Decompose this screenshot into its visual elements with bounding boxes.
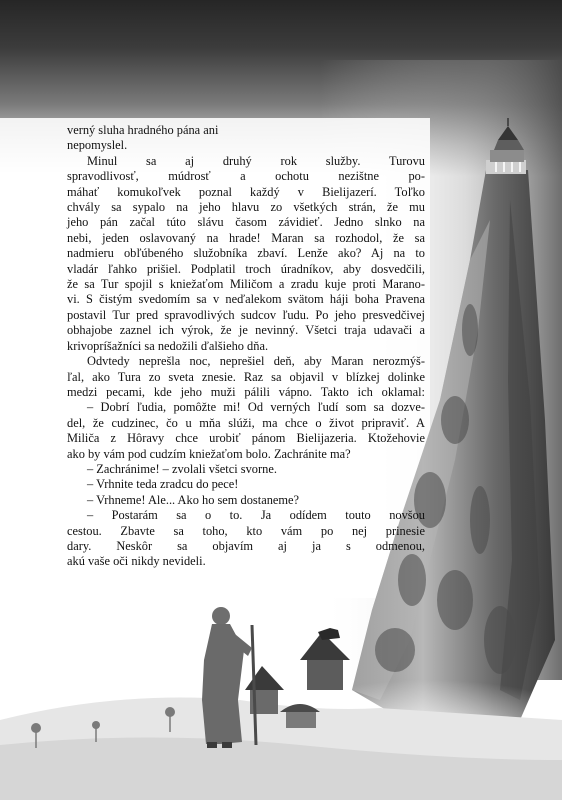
text-line: nepomyslel. (67, 138, 128, 153)
text-line: del, že cudzinec, čo u mňa slúži, ma chce o život pripraviť. A (67, 415, 425, 430)
text-line: verný sluha hradného pána ani (67, 123, 219, 137)
text-line: – Postarám sa o to. Ja odídem touto novšou (87, 508, 425, 523)
text-line: krivopríšažníci sa nedožili ďalšieho dňa. (67, 338, 269, 353)
text-line: – Vrhneme! Ale... Ako ho sem dostaneme? (87, 492, 300, 507)
text-line: – Zachránime! – zvolali všetci svorne. (87, 461, 277, 476)
text-line: Minul sa aj druhý rok služby. Turovu (87, 153, 425, 168)
text-line: postavil Tur pred spravodlivých sudcov ľudu. Po jeho presvedčivej (67, 307, 425, 322)
text-line: spravodlivosť, múdrosť a ochotu nezištne po- (67, 169, 425, 184)
text-line: vi. S čistým svedomím sa v neďalekom svätom háji boha Pravena (67, 292, 425, 307)
text-line: Miliča z Hôravy chce urobiť pánom Bielijazeria. Ktožehovie (67, 431, 425, 446)
text-line: Odvtedy neprešla noc, neprešiel deň, aby Maran nerozmýš- (87, 354, 425, 369)
text-line: vladár ľahko prišiel. Podplatil troch úradníkov, aby dosvedčili, (67, 261, 425, 276)
text-line: akú vaše oči nikdy nevideli. (67, 554, 206, 569)
text-line: máhať komukoľvek poznal každý v Bielijazerí. Toľko (67, 184, 425, 199)
text-line: – Dobrí ľudia, pomôžte mi! Od verných ľudí som sa dozve- (87, 400, 425, 415)
text-line: dary. Neskôr sa objavím aj ja s odmenou, (67, 538, 425, 553)
text-line: – Vrhnite teda zradcu do pece! (87, 477, 239, 492)
text-line: chvály sa sypalo na jeho hlavu zo všetkých strán, že mu (67, 200, 425, 215)
text-line: nadmieru obľúbeného služobníka zbaví. Lenže ako? Aj na to (67, 246, 425, 261)
text-line: obhajobe zaznel ich výrok, že je nevinný. Všetci traja udavači a (67, 323, 425, 338)
text-line: že sa Tur spojil s kniežaťom Miličom a zradu kuje proti Marano- (67, 277, 425, 292)
story-text (67, 123, 425, 570)
text-line: medzi pecami, kde jeho muži pálili vápno. Takto ich oklamal: (67, 384, 425, 399)
text-line: ako by vám pod cudzím kniežaťom bolo. Zachránite ma? (67, 446, 351, 461)
text-line: nebi, jeden oslavovaný na hrade! Maran sa rozhodol, že sa (67, 230, 425, 245)
text-line: ľal, ako Tura zo sveta znesie. Raz sa objavil v blízkej dolinke (67, 369, 425, 384)
text-line: cestou. Zbavte sa toho, kto vám po nej prinesie (67, 523, 425, 538)
text-line: jeho pán začal túto slávu časom závidieť. Jedno slnko na (67, 215, 425, 230)
